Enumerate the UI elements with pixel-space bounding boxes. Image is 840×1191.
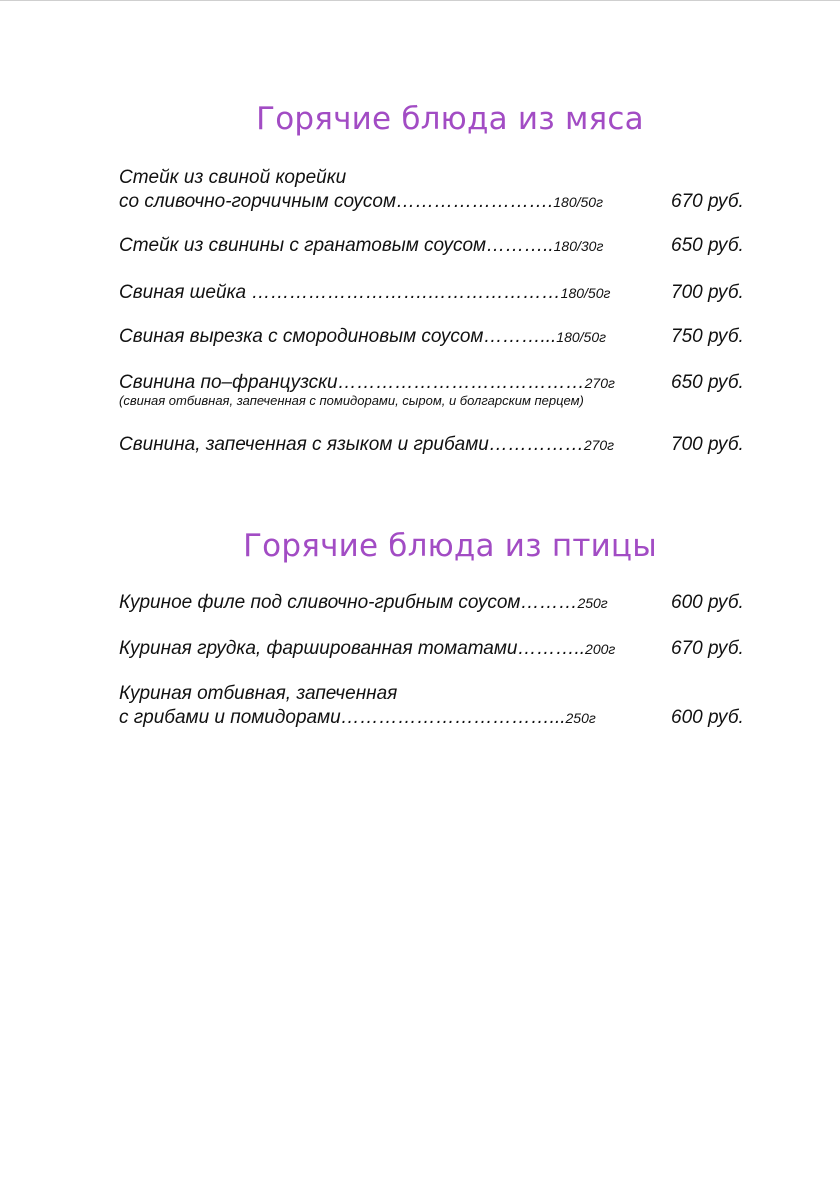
item-name: Свинина по–французски xyxy=(119,372,338,393)
section-title-poultry: Горячие блюда из птицы xyxy=(243,528,657,564)
item-name: Куриная отбивная, запеченная xyxy=(119,683,398,704)
item-name-cont: с грибами и помидорами xyxy=(119,707,341,728)
dot-leader: ………………………………… xyxy=(337,372,585,393)
item-name-cont: со сливочно-горчичным соусом xyxy=(119,191,396,212)
dot-leader: ……………………. xyxy=(395,191,554,212)
item-price: 650 руб. xyxy=(671,235,744,256)
item-weight: 200г xyxy=(585,641,616,657)
item-price: 670 руб. xyxy=(671,191,744,212)
dot-leader: ……….. xyxy=(486,235,554,256)
item-price: 700 руб. xyxy=(671,434,744,455)
item-weight: 270г xyxy=(584,375,615,391)
dot-leader: ……… xyxy=(520,592,578,613)
item-price: 600 руб. xyxy=(671,592,744,613)
item-name: Свиная вырезка с смородиновым соусом xyxy=(119,326,484,347)
menu-item-chicken-fillet-mushroom-sauce xyxy=(119,591,759,615)
item-price: 700 руб. xyxy=(671,282,744,303)
item-name: Свиная шейка xyxy=(119,282,252,303)
item-description: (свиная отбивная, запеченная с помидорами, сыром, и болгарским перцем) xyxy=(119,393,584,408)
item-weight: 250г xyxy=(577,595,608,611)
menu-item-pork-neck xyxy=(119,281,759,305)
item-price: 600 руб. xyxy=(671,707,744,728)
item-weight: 180/50г xyxy=(553,194,603,210)
item-weight: 250г xyxy=(565,710,596,726)
menu-item-pork-loin-steak xyxy=(119,166,759,214)
item-price: 670 руб. xyxy=(671,638,744,659)
dot-leader: ………... xyxy=(483,326,557,347)
dot-leader: ……….. xyxy=(517,638,586,659)
menu-item-chicken-chop-baked xyxy=(119,682,759,730)
menu-item-pork-tongue-mushrooms xyxy=(119,433,759,457)
item-price: 650 руб. xyxy=(671,372,744,393)
item-name: Стейк из свинины с гранатовым соусом xyxy=(119,235,487,256)
item-name: Стейк из свиной корейки xyxy=(119,167,347,188)
item-name: Куриное филе под сливочно-грибным соусом xyxy=(119,592,521,613)
item-weight: 180/30г xyxy=(553,238,604,254)
item-weight: 180/50г xyxy=(560,285,611,301)
dot-leader: ……………………….………………… xyxy=(251,282,561,303)
page-top-border xyxy=(0,0,840,1)
menu-item-french-pork xyxy=(119,371,759,409)
item-weight: 270г xyxy=(583,437,615,453)
menu-item-pork-steak-pomegranate xyxy=(119,234,759,258)
section-title-meat: Горячие блюда из мяса xyxy=(256,101,644,137)
menu-item-pork-tenderloin-currant xyxy=(119,325,759,349)
item-name: Куриная грудка, фаршированная томатами xyxy=(119,638,518,659)
dot-leader: ……………………………... xyxy=(340,707,566,728)
menu-item-stuffed-chicken-breast xyxy=(119,637,759,661)
dot-leader: …………… xyxy=(488,434,584,455)
item-name: Свинина, запеченная с языком и грибами xyxy=(119,434,489,455)
item-weight: 180/50г xyxy=(556,329,607,345)
item-price: 750 руб. xyxy=(671,326,744,347)
